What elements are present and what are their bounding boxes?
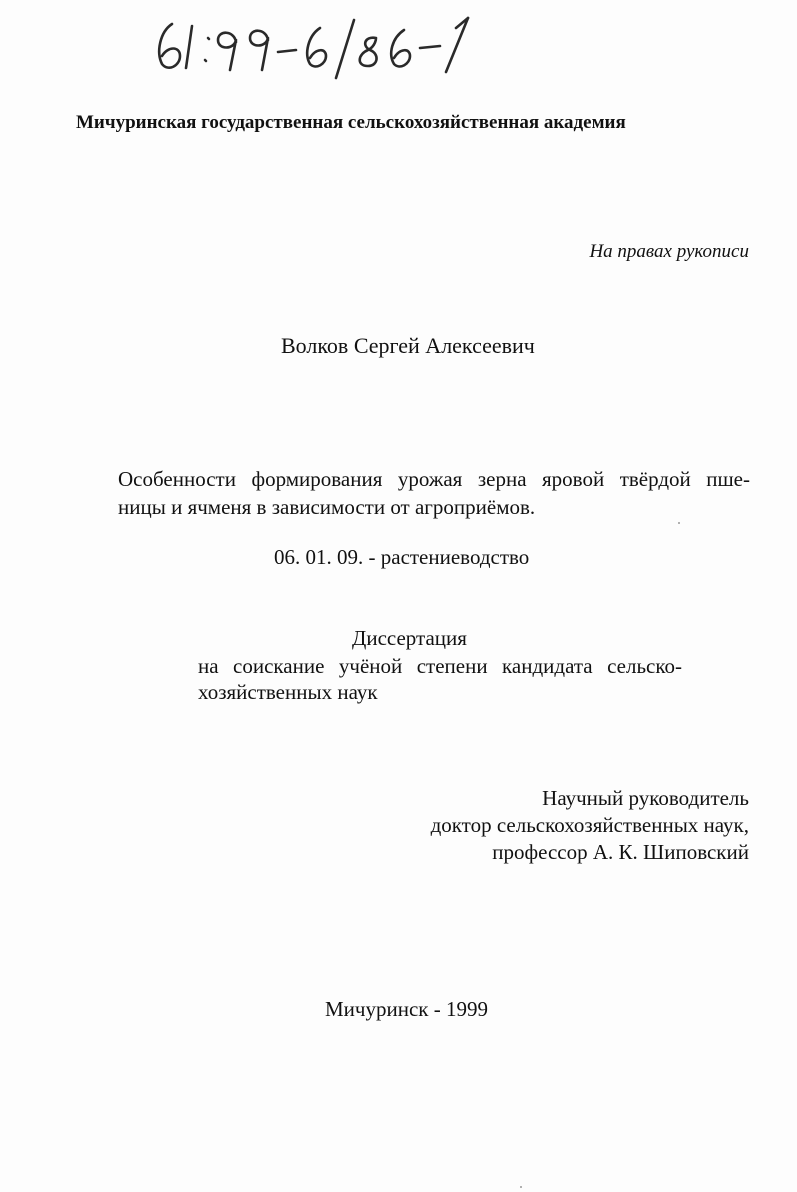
institution-name: Мичуринская государственная сельскохозяйственная академия (76, 112, 626, 133)
handwritten-catalog-number (150, 8, 490, 80)
degree-line-2: хозяйственных наук (198, 680, 378, 704)
title-line-1: Особенности формирования урожая зерна яровой твёрдой пше- (118, 467, 750, 491)
specialty-code: 06. 01. 09. - растениеводство (274, 545, 530, 569)
supervisor-role: Научный руководитель (542, 786, 749, 810)
supervisor-degree: доктор сельскохозяйственных наук, (430, 813, 749, 837)
scan-speck (678, 522, 680, 524)
title-line-2: ницы и ячменя в зависимости от агроприёмов. (118, 495, 536, 519)
degree-line-1: на соискание учёной степени кандидата сельско- (198, 654, 682, 678)
handwritten-mark (150, 8, 490, 80)
handwritten-note-text (150, 80, 151, 81)
city-year: Мичуринск - 1999 (325, 997, 488, 1021)
dissertation-heading: Диссертация (352, 626, 467, 650)
author-name: Волков Сергей Алексеевич (281, 333, 535, 358)
dissertation-title (118, 465, 750, 521)
scan-speck (520, 1186, 522, 1188)
supervisor-name: профессор А. К. Шиповский (492, 840, 749, 864)
rights-note: На правах рукописи (589, 241, 749, 262)
